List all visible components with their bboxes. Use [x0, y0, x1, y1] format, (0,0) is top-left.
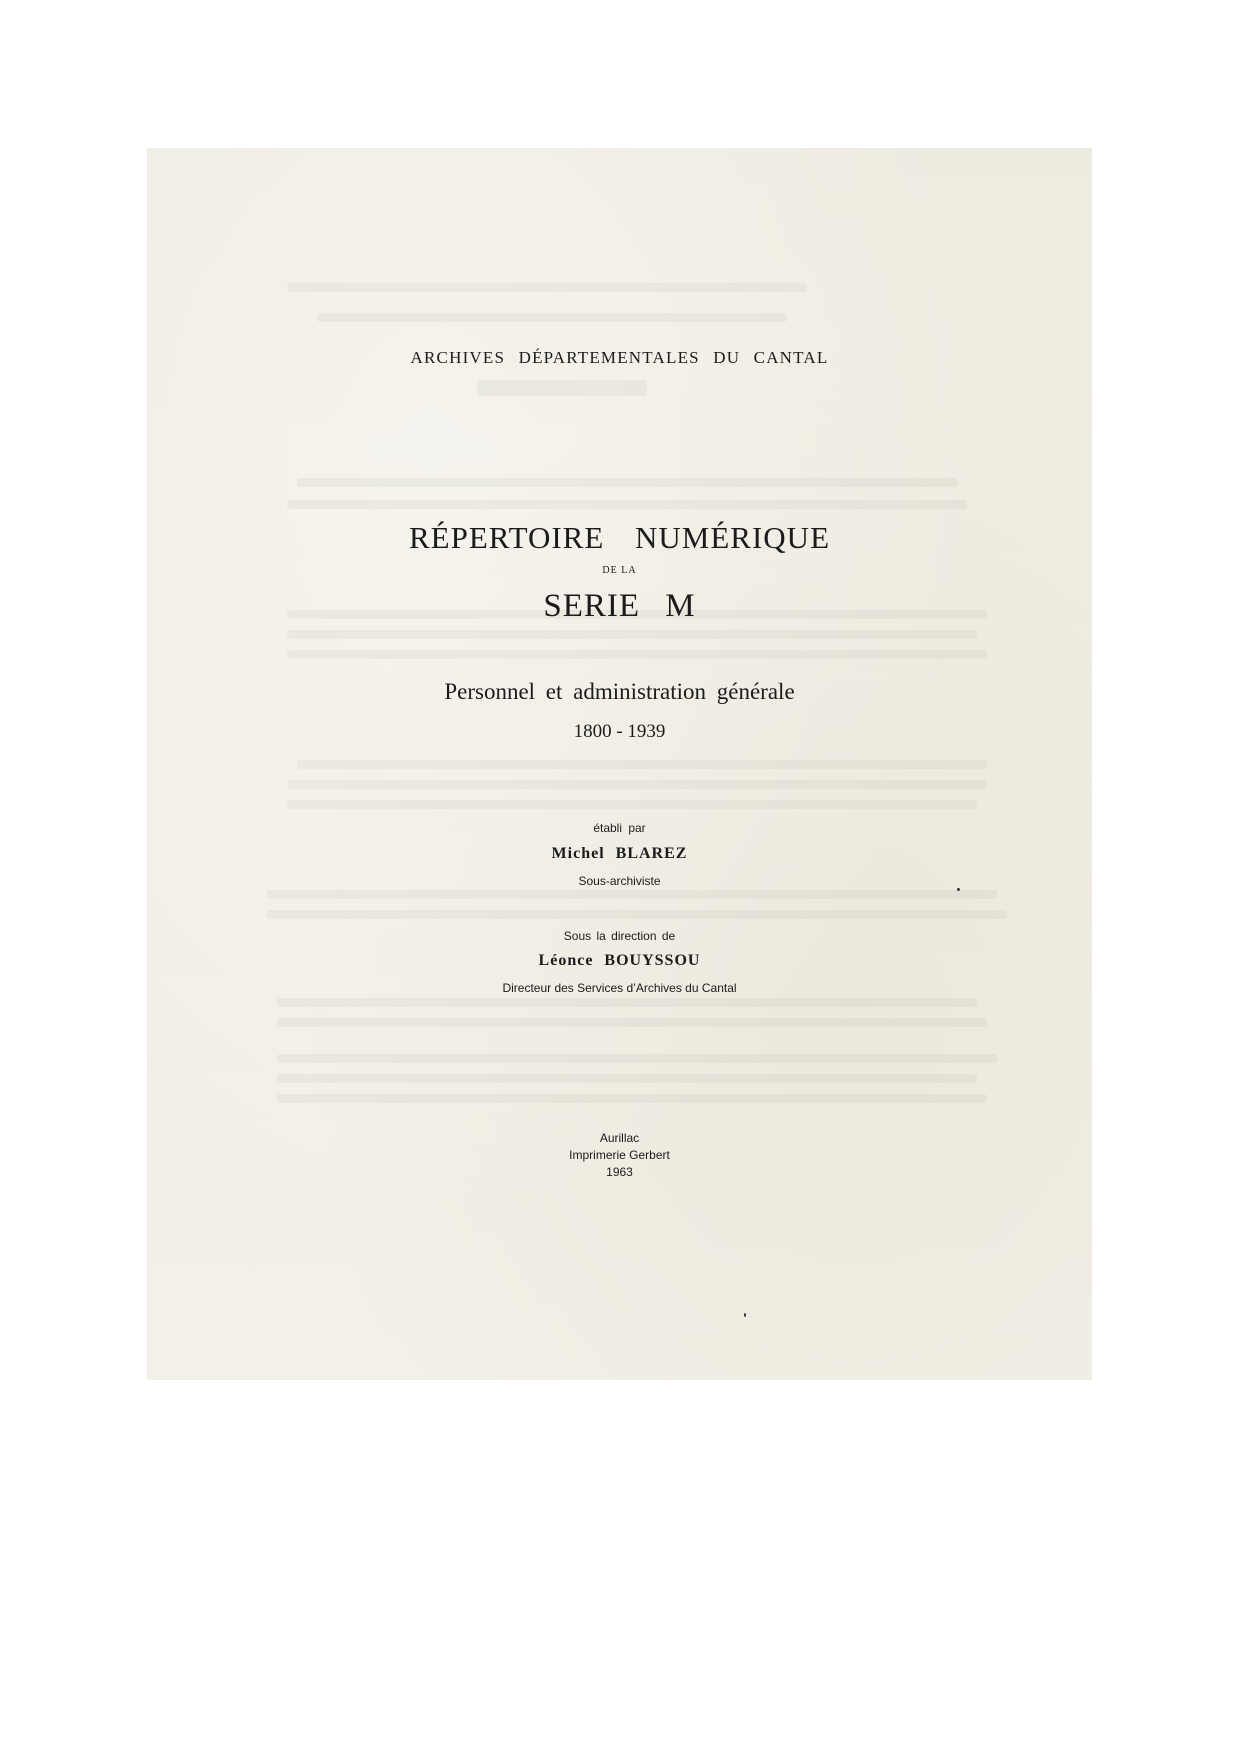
paper-speck — [744, 1313, 746, 1317]
title-connector: DE LA — [602, 565, 637, 576]
document-title: RÉPERTOIRE NUMÉRIQUE — [408, 520, 831, 555]
publication-year: 1963 — [606, 1165, 633, 1179]
bleed-through-line — [267, 890, 997, 899]
author-role: Sous-archiviste — [578, 874, 661, 888]
bleed-through-line — [287, 630, 977, 639]
bleed-through-line — [317, 313, 787, 322]
bleed-through-line — [297, 478, 957, 487]
bleed-through-line — [277, 1074, 977, 1083]
bleed-through-line — [277, 998, 977, 1007]
archives-header: ARCHIVES DÉPARTEMENTALES DU CANTAL — [410, 348, 829, 367]
director-name: Léonce BOUYSSOU — [538, 952, 701, 969]
bleed-through-line — [287, 800, 977, 809]
publication-info — [147, 1130, 1092, 1181]
bleed-through-line — [287, 780, 987, 789]
series-title: SERIE M — [543, 588, 696, 624]
bleed-through-line — [287, 283, 807, 292]
author-name: Michel BLAREZ — [551, 845, 688, 862]
bleed-through-line — [267, 910, 1007, 919]
publication-place: Aurillac — [599, 1131, 640, 1145]
document-subtitle: Personnel et administration générale — [444, 679, 795, 704]
bleed-through-line — [277, 1054, 997, 1063]
direction-label: Sous la direction de — [563, 929, 676, 943]
date-range: 1800 - 1939 — [573, 721, 666, 742]
bleed-through-line — [277, 1094, 987, 1103]
bleed-through-line — [297, 760, 987, 769]
paper-speck — [957, 888, 960, 891]
publisher-name: Imprimerie Gerbert — [569, 1148, 670, 1162]
bleed-through-line — [477, 380, 647, 396]
bleed-through-line — [287, 500, 967, 509]
scanned-page — [147, 148, 1092, 1380]
director-role: Directeur des Services d’Archives du Cantal — [502, 981, 737, 995]
bleed-through-line — [287, 650, 987, 659]
established-by-label: établi par — [593, 821, 646, 835]
bleed-through-line — [277, 1018, 987, 1027]
